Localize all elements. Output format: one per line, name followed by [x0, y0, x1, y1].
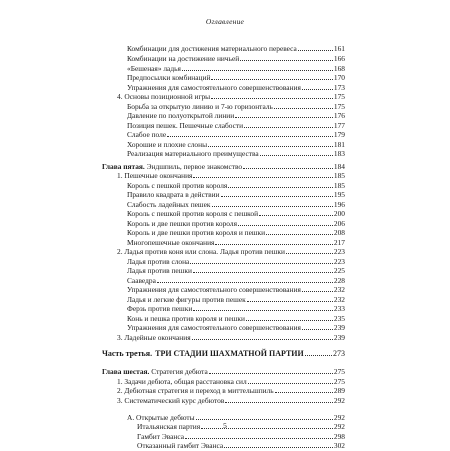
- toc-entry-page: 223: [333, 247, 345, 256]
- toc-entry: [102, 349, 345, 359]
- toc-entry: [102, 367, 345, 377]
- toc-dot-leader: [211, 92, 333, 99]
- toc-entry-page: 239: [333, 333, 345, 342]
- toc-entry-label: Борьба за открытую линию и 7-ю горизонталь: [127, 102, 273, 111]
- toc-entry-label: Король с пешкой против короля: [127, 181, 228, 190]
- toc-entry-page: 302: [333, 441, 345, 450]
- toc-entry-label: Реализация материального преимущества: [127, 149, 259, 158]
- toc-entry: [127, 266, 345, 276]
- toc-entry-label: Слабое поле: [127, 130, 167, 139]
- toc-entry: [127, 304, 345, 314]
- toc-entry-page: 298: [333, 432, 345, 441]
- toc-entry-page: 235: [333, 314, 345, 323]
- toc-entry-label: [102, 349, 304, 359]
- toc-entry-page: 184: [333, 162, 345, 171]
- toc-dot-leader: [243, 162, 333, 169]
- toc-dot-leader: [193, 304, 333, 311]
- page-header-title: Оглавление: [205, 17, 245, 26]
- toc-entry-page: 176: [333, 111, 345, 120]
- toc-dot-leader: [302, 285, 333, 292]
- toc-dot-leader: [167, 130, 333, 137]
- toc-entry-label: Гамбит Эванса: [137, 432, 184, 441]
- toc-entry-page: 275: [333, 377, 345, 386]
- toc-entry-label: 3. Ладейные окончания: [117, 333, 191, 342]
- toc-entry-label: Ферзь против пешки: [127, 304, 193, 313]
- toc-entry: [117, 386, 345, 396]
- toc-dot-leader: [221, 190, 333, 197]
- toc-dot-leader: [193, 266, 333, 273]
- toc-entry-label: [102, 367, 208, 377]
- toc-dot-leader: [302, 83, 333, 90]
- toc-dot-leader: [190, 257, 333, 264]
- toc-entry-page: 206: [333, 219, 345, 228]
- toc-entry: [127, 209, 345, 219]
- toc-dot-leader: [240, 54, 333, 61]
- toc-entry-prefix: Глава шестая.: [102, 367, 150, 376]
- toc-entry-page: 292: [333, 413, 345, 422]
- toc-entry-page: 233: [333, 304, 345, 313]
- toc-entry-label: Давление по полуоткрытой линии: [127, 111, 235, 120]
- toc-entry-page: 179: [333, 130, 345, 139]
- toc-entry-label: Король с пешкой против короля с пешкой: [127, 209, 259, 218]
- toc-entry-page: 225: [333, 266, 345, 275]
- toc-entry-page: 175: [333, 102, 345, 111]
- toc-dot-leader: [244, 121, 333, 128]
- toc-entry: [117, 396, 345, 406]
- toc-entry-label: Сааведра: [127, 276, 156, 285]
- toc-entry-label: 4. Основы позиционной игры: [117, 92, 211, 101]
- toc-entry-label: 3. Систематический курс дебютов: [117, 396, 225, 405]
- toc-entry: [127, 111, 345, 121]
- toc-entry-page: 173: [333, 83, 345, 92]
- toc-entry-label: Король и две пешки против короля и пешки: [127, 228, 266, 237]
- toc-dot-leader: [212, 200, 333, 207]
- toc-entry-label: Упражнения для самостоятельного совершенствования: [127, 323, 301, 332]
- toc-entry-page: 183: [333, 149, 345, 158]
- toc-entry-page: 217: [333, 238, 345, 247]
- toc-entry-label: 2. Дебютная стратегия и переход в миттельшпиль: [117, 386, 274, 395]
- toc-entry-label: Итальянская партия: [137, 422, 201, 431]
- toc-entry-page: 166: [333, 54, 345, 63]
- toc-entry: [117, 247, 345, 257]
- toc-entry-label: Комбинации на достижение ничьей: [127, 54, 240, 63]
- toc-entry-page: 200: [333, 209, 345, 218]
- toc-dot-leader: [211, 73, 333, 80]
- toc-entry-page: 195: [333, 190, 345, 199]
- toc-entry-page: 232: [333, 285, 345, 294]
- toc-entry-page: 170: [333, 73, 345, 82]
- toc-dot-leader: [274, 102, 333, 109]
- toc-entry-page: 275: [333, 367, 345, 376]
- toc-entry-prefix: Глава пятая.: [102, 162, 145, 171]
- toc-dot-leader: [275, 386, 333, 393]
- toc-dot-leader: [305, 349, 332, 356]
- toc-entry-label: Комбинации для достижения материального перевеса: [127, 44, 297, 53]
- toc-dot-leader: [209, 367, 333, 374]
- toc-entry-label: Правило квадрата в действии: [127, 190, 220, 199]
- toc-dot-leader: [193, 171, 332, 178]
- toc-entry-page: 161: [333, 44, 345, 53]
- toc-entry-label: 1. Пешечные окончания: [117, 171, 193, 180]
- toc-entry-label: Слабость ладейных пешек: [127, 200, 211, 209]
- toc-dot-leader: [157, 276, 333, 283]
- toc-entry-page: 177: [333, 121, 345, 130]
- toc-entry-page: 273: [333, 349, 345, 358]
- toc-entry: [127, 228, 345, 238]
- toc-dot-leader: [215, 238, 332, 245]
- toc-dot-leader: [224, 441, 333, 448]
- toc-entry: [127, 73, 345, 83]
- toc-entry-label: Король и две пешки против короля: [127, 219, 237, 228]
- toc-dot-leader: [286, 247, 333, 254]
- toc-dot-leader: [248, 377, 333, 384]
- toc-entry: [127, 149, 345, 159]
- toc-entry: [127, 323, 345, 333]
- toc-dot-leader: [225, 396, 333, 403]
- toc-entry-label: А. Открытые дебюты: [127, 413, 195, 422]
- toc-entry-label: Ладья и легкие фигуры против пешек: [127, 295, 246, 304]
- toc-entry: [127, 54, 345, 64]
- toc-entry: [117, 333, 345, 343]
- toc-entry-title: Эндшпиль, первое знакомство: [144, 162, 243, 171]
- toc-entry-label: Позиция пешек. Пешечные слабости: [127, 121, 244, 130]
- toc-dot-leader: [235, 111, 333, 118]
- toc-entry-label: Ладья против слона: [127, 257, 190, 266]
- toc-entry-title: Стратегия дебюта: [149, 367, 208, 376]
- toc-entry-label: 2. Ладья против коня или слона. Ладья против пешки: [117, 247, 285, 256]
- toc-entry: [117, 92, 345, 102]
- toc-dot-leader: [247, 295, 333, 302]
- toc-entry: [127, 285, 345, 295]
- toc-entry: [127, 44, 345, 54]
- page-number: 5: [223, 421, 227, 430]
- toc-entry-label: «Бешеная» ладья: [127, 64, 181, 73]
- toc-dot-leader: [266, 228, 333, 235]
- toc-dot-leader: [260, 149, 333, 156]
- toc-entry-label: Упражнения для самостоятельного совершенствования: [127, 285, 301, 294]
- toc-entry-page: 239: [333, 323, 345, 332]
- toc-entry-page: 208: [333, 228, 345, 237]
- toc-entry-label: Многопешечные окончания: [127, 238, 215, 247]
- toc-entry-page: 168: [333, 64, 345, 73]
- toc-dot-leader: [259, 209, 333, 216]
- toc-entry-label: Конь и пешка против короля и пешки: [127, 314, 245, 323]
- toc-entry-label: Хорошие и плохие слоны: [127, 140, 208, 149]
- toc-entry-page: 228: [333, 276, 345, 285]
- toc-entry-page: 175: [333, 92, 345, 101]
- toc-dot-leader: [192, 333, 333, 340]
- toc-entry-page: 185: [333, 181, 345, 190]
- toc-entry: [127, 130, 345, 140]
- toc-entry-page: 289: [333, 386, 345, 395]
- toc-entry-page: 185: [333, 171, 345, 180]
- toc-entry-page: 292: [333, 396, 345, 405]
- toc-dot-leader: [196, 413, 333, 420]
- toc-entry-label: Предпосылки комбинаций: [127, 73, 211, 82]
- toc-entry-label: Ладья против пешки: [127, 266, 192, 275]
- toc-entry-title: ТРИ СТАДИИ ШАХМАТНОЙ ПАРТИИ: [155, 349, 304, 358]
- toc-entry-page: 196: [333, 200, 345, 209]
- toc-entry-page: 292: [333, 422, 345, 431]
- toc-entry-page: 232: [333, 295, 345, 304]
- toc-entry-prefix: Часть третья.: [102, 349, 153, 358]
- toc-dot-leader: [302, 323, 333, 330]
- toc-dot-leader: [208, 140, 333, 147]
- toc-entry-label: Отказанный гамбит Эванса: [137, 441, 224, 450]
- toc-entry-label: Упражнения для самостоятельного совершенствования: [127, 83, 301, 92]
- toc-dot-leader: [182, 64, 333, 71]
- toc-dot-leader: [238, 219, 333, 226]
- toc-dot-leader: [185, 432, 333, 439]
- toc-entry-page: 181: [333, 140, 345, 149]
- toc-entry: [117, 171, 345, 181]
- toc-dot-leader: [228, 181, 333, 188]
- toc-dot-leader: [298, 44, 333, 51]
- toc-entry-label: 1. Задачи дебюта, общая расстановка сил: [117, 377, 247, 386]
- toc-entry-page: 223: [333, 257, 345, 266]
- toc-dot-leader: [246, 314, 333, 321]
- toc-entry: [127, 190, 345, 200]
